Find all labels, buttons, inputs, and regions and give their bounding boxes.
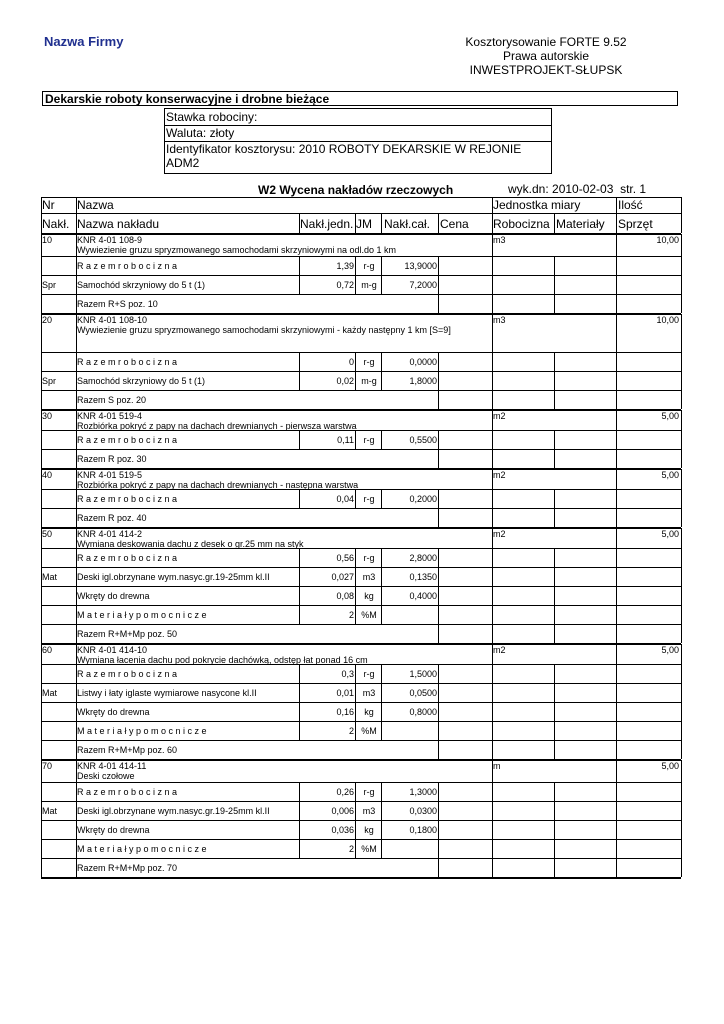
unit-norm: 2 xyxy=(348,726,354,736)
column-robocizna: Robocizna xyxy=(493,217,550,231)
position-unit: m2 xyxy=(493,470,506,480)
resource-name: Samochód skrzyniowy do 5 t (1) xyxy=(77,280,206,290)
resource-type: Mat xyxy=(42,688,58,698)
column-divider xyxy=(681,197,682,233)
report-subtitle: W2 Wycena nakładów rzeczowych xyxy=(258,183,454,197)
resource-name: Deski igl.obrzynane wym.nasyc.gr.19-25mm kl.II xyxy=(77,572,270,582)
total-norm: 0,2000 xyxy=(409,494,437,504)
column-divider xyxy=(681,644,682,759)
unit-measure: r-g xyxy=(363,261,375,271)
catalog-code: KNR 4-01 414-11 xyxy=(77,761,147,771)
unit-measure: %M xyxy=(361,610,377,620)
column-divider xyxy=(381,430,382,449)
column-divider xyxy=(681,528,682,643)
column-divider xyxy=(381,213,382,233)
position-quantity: 5,00 xyxy=(661,411,679,421)
column-divider xyxy=(76,469,77,527)
column-divider xyxy=(76,528,77,643)
position-description: Wymiana deskowania dachu z desek o gr.25 mm na styk xyxy=(77,539,304,549)
unit-norm: 0,08 xyxy=(336,591,354,601)
report-date-page xyxy=(508,182,646,196)
unit-norm: 0,11 xyxy=(337,435,354,445)
position-unit: m3 xyxy=(493,235,506,245)
position-number: 50 xyxy=(42,529,53,539)
column-divider xyxy=(355,352,356,390)
position-total-label: Razem R+S poz. 10 xyxy=(77,299,158,309)
column-divider xyxy=(492,644,493,759)
resource-name: Deski igl.obrzynane wym.nasyc.gr.19-25mm kl.II xyxy=(77,806,270,816)
unit-measure: m3 xyxy=(362,806,376,816)
unit-norm: 0 xyxy=(348,357,354,367)
column-nakl-jedn: Nakł.jedn. xyxy=(300,217,354,231)
total-norm: 2,8000 xyxy=(409,553,437,563)
unit-measure: r-g xyxy=(363,553,375,563)
resource-name: R a z e m r o b o c i z n a xyxy=(77,435,178,445)
resource-name: Listwy i łaty iglaste wymiarowe nasycone kl.II xyxy=(77,688,257,698)
total-norm: 0,4000 xyxy=(409,591,437,601)
position-quantity: 5,00 xyxy=(661,470,679,480)
column-divider xyxy=(299,489,300,508)
unit-measure: %M xyxy=(361,844,377,854)
column-divider xyxy=(381,548,382,624)
column-divider xyxy=(492,314,493,409)
column-divider xyxy=(355,548,356,624)
unit-measure: kg xyxy=(364,591,374,601)
column-divider xyxy=(438,430,439,449)
resource-name: M a t e r i a ł y p o m o c n i c z e xyxy=(77,844,207,854)
column-divider xyxy=(438,294,439,313)
column-sprzet: Sprzęt xyxy=(618,217,653,231)
column-divider xyxy=(381,256,382,294)
column-divider xyxy=(381,664,382,740)
column-jm: JM xyxy=(356,217,372,231)
unit-norm: 1,39 xyxy=(336,261,354,271)
unit-measure: r-g xyxy=(363,494,375,504)
column-divider xyxy=(438,256,439,294)
row-divider xyxy=(41,489,681,490)
row-divider xyxy=(41,702,681,703)
unit-measure: %M xyxy=(361,726,377,736)
column-divider xyxy=(76,197,77,233)
unit-norm: 0,72 xyxy=(336,280,354,290)
column-divider xyxy=(616,528,617,643)
column-divider xyxy=(492,197,493,233)
column-divider xyxy=(438,858,439,877)
unit-norm: 0,26 xyxy=(336,787,354,797)
column-divider xyxy=(438,664,439,740)
column-divider xyxy=(299,430,300,449)
position-number: 70 xyxy=(42,761,53,771)
column-divider xyxy=(438,548,439,624)
row-divider xyxy=(41,548,681,549)
position-number: 10 xyxy=(42,235,53,245)
column-divider xyxy=(554,782,555,877)
position-total-label: Razem R poz. 30 xyxy=(77,454,147,464)
unit-norm: 0,01 xyxy=(336,688,354,698)
unit-norm: 0,3 xyxy=(341,669,354,679)
position-description: Wywiezienie gruzu spryzmowanego samochodami skrzyniowymi na odl.do 1 km xyxy=(77,245,397,255)
total-norm: 0,8000 xyxy=(409,707,437,717)
total-norm: 1,8000 xyxy=(409,376,437,386)
catalog-code: KNR 4-01 414-2 xyxy=(77,529,143,539)
position-unit: m3 xyxy=(493,315,506,325)
total-norm: 0,0000 xyxy=(409,357,437,367)
total-norm: 1,3000 xyxy=(409,787,437,797)
column-divider xyxy=(41,469,42,527)
unit-norm: 0,036 xyxy=(331,825,354,835)
row-divider xyxy=(41,567,681,568)
column-divider xyxy=(554,548,555,643)
column-divider xyxy=(554,213,555,233)
column-divider xyxy=(681,410,682,468)
unit-measure: r-g xyxy=(363,435,375,445)
estimate-identifier: Identyfikator kosztorysu: 2010 ROBOTY DEKARSKIE W REJONIE xyxy=(166,142,522,156)
software-name: Kosztorysowanie FORTE 9.52 xyxy=(465,35,627,49)
row-divider xyxy=(41,820,681,821)
column-nakl-cal: Nakł.cał. xyxy=(384,217,431,231)
row-divider xyxy=(41,390,681,391)
column-jednostka: Jednostka miary xyxy=(493,198,581,212)
row-divider xyxy=(41,839,681,840)
position-number: 40 xyxy=(42,470,53,480)
resource-name: Wkręty do drewna xyxy=(77,591,150,601)
position-unit: m2 xyxy=(493,411,506,421)
position-quantity: 10,00 xyxy=(656,315,679,325)
resource-type: Spr xyxy=(42,376,57,386)
column-divider xyxy=(299,352,300,390)
total-norm: 0,5500 xyxy=(409,435,437,445)
resource-name: Samochód skrzyniowy do 5 t (1) xyxy=(77,376,206,386)
position-description: Deski czołowe xyxy=(77,771,135,781)
resource-name: R a z e m r o b o c i z n a xyxy=(77,494,178,504)
row-divider xyxy=(41,605,681,606)
resource-name: Wkręty do drewna xyxy=(77,825,150,835)
column-divider xyxy=(438,489,439,508)
column-divider xyxy=(299,782,300,858)
unit-norm: 2 xyxy=(348,610,354,620)
column-divider xyxy=(355,430,356,449)
column-divider xyxy=(492,760,493,877)
position-description: Wywiezienie gruzu spryzmowanego samochodami skrzyniowymi - każdy następny 1 km [S=9] xyxy=(77,325,451,335)
document-title: Dekarskie roboty konserwacyjne i drobne bieżące xyxy=(42,91,678,106)
position-unit: m xyxy=(493,761,501,771)
resource-name: M a t e r i a ł y p o m o c n i c z e xyxy=(77,610,207,620)
column-cena: Cena xyxy=(440,217,469,231)
total-norm: 7,2000 xyxy=(409,280,437,290)
unit-measure: r-g xyxy=(363,669,375,679)
position-total-label: Razem R+M+Mp poz. 50 xyxy=(77,629,178,639)
column-nr: Nr xyxy=(42,198,55,212)
row-divider xyxy=(41,508,681,509)
column-divider xyxy=(355,489,356,508)
total-norm: 0,1350 xyxy=(409,572,437,582)
page-number: str. 1 xyxy=(620,182,647,196)
row-divider xyxy=(41,213,681,214)
column-materialy: Materiały xyxy=(556,217,605,231)
column-divider xyxy=(355,213,356,233)
vendor-name: INWESTPROJEKT-SŁUPSK xyxy=(469,63,623,77)
position-total-label: Razem S poz. 20 xyxy=(77,395,147,405)
position-description: Rozbiórka pokryć z papy na dachach drewnianych - następna warstwa xyxy=(77,480,359,490)
column-divider xyxy=(355,782,356,858)
column-divider xyxy=(438,624,439,643)
column-divider xyxy=(554,352,555,409)
column-divider xyxy=(438,782,439,858)
unit-norm: 0,16 xyxy=(336,707,354,717)
resource-name: R a z e m r o b o c i z n a xyxy=(77,261,178,271)
catalog-code: KNR 4-01 519-4 xyxy=(77,411,143,421)
row-divider xyxy=(41,352,681,353)
column-ilosc: Ilość xyxy=(618,198,643,212)
column-divider xyxy=(299,213,300,233)
row-divider xyxy=(41,721,681,722)
column-nakl: Nakł. xyxy=(42,217,70,231)
column-divider xyxy=(616,644,617,759)
unit-norm: 0,027 xyxy=(331,572,354,582)
estimate-info-box xyxy=(164,108,552,174)
column-divider xyxy=(381,782,382,858)
row-divider xyxy=(41,624,681,625)
resource-name: M a t e r i a ł y p o m o c n i c z e xyxy=(77,726,207,736)
row-divider xyxy=(41,683,681,684)
labor-rate-label: Stawka robociny: xyxy=(166,110,258,124)
column-divider xyxy=(554,430,555,468)
catalog-code: KNR 4-01 414-10 xyxy=(77,645,148,655)
column-divider xyxy=(76,410,77,468)
resource-type: Spr xyxy=(42,280,57,290)
row-divider xyxy=(41,371,681,372)
unit-measure: kg xyxy=(364,825,374,835)
column-divider xyxy=(681,469,682,527)
total-norm: 0,0500 xyxy=(409,688,437,698)
column-divider xyxy=(616,314,617,409)
unit-norm: 0,006 xyxy=(331,806,354,816)
position-number: 30 xyxy=(42,411,53,421)
column-divider xyxy=(438,352,439,390)
row-divider xyxy=(41,740,681,741)
column-divider xyxy=(681,314,682,409)
currency-label: Waluta: złoty xyxy=(166,126,235,140)
column-divider xyxy=(616,197,617,233)
unit-measure: m3 xyxy=(362,572,376,582)
copyright-label: Prawa autorskie xyxy=(502,49,590,63)
column-divider xyxy=(355,256,356,294)
resource-name: Wkręty do drewna xyxy=(77,707,150,717)
column-nazwa-nakladu: Nazwa nakładu xyxy=(77,217,160,231)
column-divider xyxy=(41,760,42,877)
column-divider xyxy=(76,314,77,409)
column-divider xyxy=(438,449,439,468)
column-divider xyxy=(41,410,42,468)
column-divider xyxy=(438,740,439,759)
position-quantity: 5,00 xyxy=(661,761,679,771)
row-divider xyxy=(41,586,681,587)
column-divider xyxy=(438,390,439,409)
unit-measure: m3 xyxy=(362,688,376,698)
column-divider xyxy=(381,352,382,390)
column-divider xyxy=(76,234,77,313)
column-divider xyxy=(554,664,555,759)
resource-name: R a z e m r o b o c i z n a xyxy=(77,787,178,797)
column-divider xyxy=(41,197,42,233)
position-quantity: 5,00 xyxy=(661,529,679,539)
column-divider xyxy=(299,548,300,624)
resource-type: Mat xyxy=(42,806,58,816)
catalog-code: KNR 4-01 108-9 xyxy=(77,235,143,245)
column-divider xyxy=(492,410,493,468)
column-divider xyxy=(616,410,617,468)
row-divider xyxy=(41,275,681,276)
row-divider xyxy=(41,294,681,295)
row-divider xyxy=(41,877,681,879)
unit-norm: 0,02 xyxy=(336,376,354,386)
row-divider xyxy=(41,664,681,665)
unit-norm: 0,04 xyxy=(336,494,354,504)
column-divider xyxy=(554,489,555,527)
column-divider xyxy=(492,469,493,527)
resource-name: R a z e m r o b o c i z n a xyxy=(77,553,178,563)
unit-norm: 2 xyxy=(348,844,354,854)
column-divider xyxy=(299,256,300,294)
column-divider xyxy=(76,644,77,759)
column-divider xyxy=(438,213,439,233)
position-total-label: Razem R+M+Mp poz. 70 xyxy=(77,863,178,873)
column-divider xyxy=(554,256,555,313)
unit-norm: 0,56 xyxy=(336,553,354,563)
position-total-label: Razem R poz. 40 xyxy=(77,513,147,523)
row-divider xyxy=(41,858,681,859)
column-divider xyxy=(492,234,493,313)
total-norm: 0,1800 xyxy=(409,825,437,835)
total-norm: 0,0300 xyxy=(409,806,437,816)
unit-measure: m-g xyxy=(361,280,377,290)
position-total-label: Razem R+M+Mp poz. 60 xyxy=(77,745,178,755)
position-number: 20 xyxy=(42,315,53,325)
column-divider xyxy=(41,644,42,759)
resource-name: R a z e m r o b o c i z n a xyxy=(77,669,178,679)
column-divider xyxy=(616,469,617,527)
catalog-code: KNR 4-01 108-10 xyxy=(77,315,148,325)
catalog-code: KNR 4-01 519-5 xyxy=(77,470,143,480)
column-divider xyxy=(41,234,42,313)
resource-name: R a z e m r o b o c i z n a xyxy=(77,357,178,367)
column-divider xyxy=(41,314,42,409)
report-date: wyk.dn: 2010-02-03 xyxy=(508,182,614,196)
unit-measure: r-g xyxy=(363,357,375,367)
total-norm: 13,9000 xyxy=(404,261,437,271)
position-description: Wymiana łacenia dachu pod pokrycie dachówką, odstęp łat ponad 16 cm xyxy=(77,655,368,665)
unit-measure: r-g xyxy=(363,787,375,797)
software-info xyxy=(416,35,676,77)
position-description: Rozbiórka pokryć z papy na dachach drewnianych - pierwsza warstwa xyxy=(77,421,357,431)
row-divider xyxy=(41,801,681,802)
row-divider xyxy=(41,782,681,783)
position-number: 60 xyxy=(42,645,53,655)
column-nazwa: Nazwa xyxy=(77,198,114,212)
row-divider xyxy=(41,430,681,431)
column-divider xyxy=(616,234,617,313)
resource-type: Mat xyxy=(42,572,58,582)
row-divider xyxy=(41,197,681,198)
column-divider xyxy=(41,528,42,643)
row-divider xyxy=(41,256,681,257)
position-quantity: 5,00 xyxy=(661,645,679,655)
position-unit: m2 xyxy=(493,645,506,655)
unit-measure: kg xyxy=(364,707,374,717)
row-divider xyxy=(41,449,681,450)
unit-measure: m-g xyxy=(361,376,377,386)
estimate-identifier-cont: ADM2 xyxy=(166,156,200,170)
column-divider xyxy=(299,664,300,740)
position-unit: m2 xyxy=(493,529,506,539)
column-divider xyxy=(381,489,382,508)
column-divider xyxy=(681,760,682,877)
column-divider xyxy=(76,760,77,877)
column-divider xyxy=(616,760,617,877)
column-divider xyxy=(355,664,356,740)
total-norm: 1,5000 xyxy=(409,669,437,679)
position-quantity: 10,00 xyxy=(656,235,679,245)
column-divider xyxy=(492,528,493,643)
company-name: Nazwa Firmy xyxy=(44,34,124,49)
column-divider xyxy=(438,508,439,527)
column-divider xyxy=(681,234,682,313)
